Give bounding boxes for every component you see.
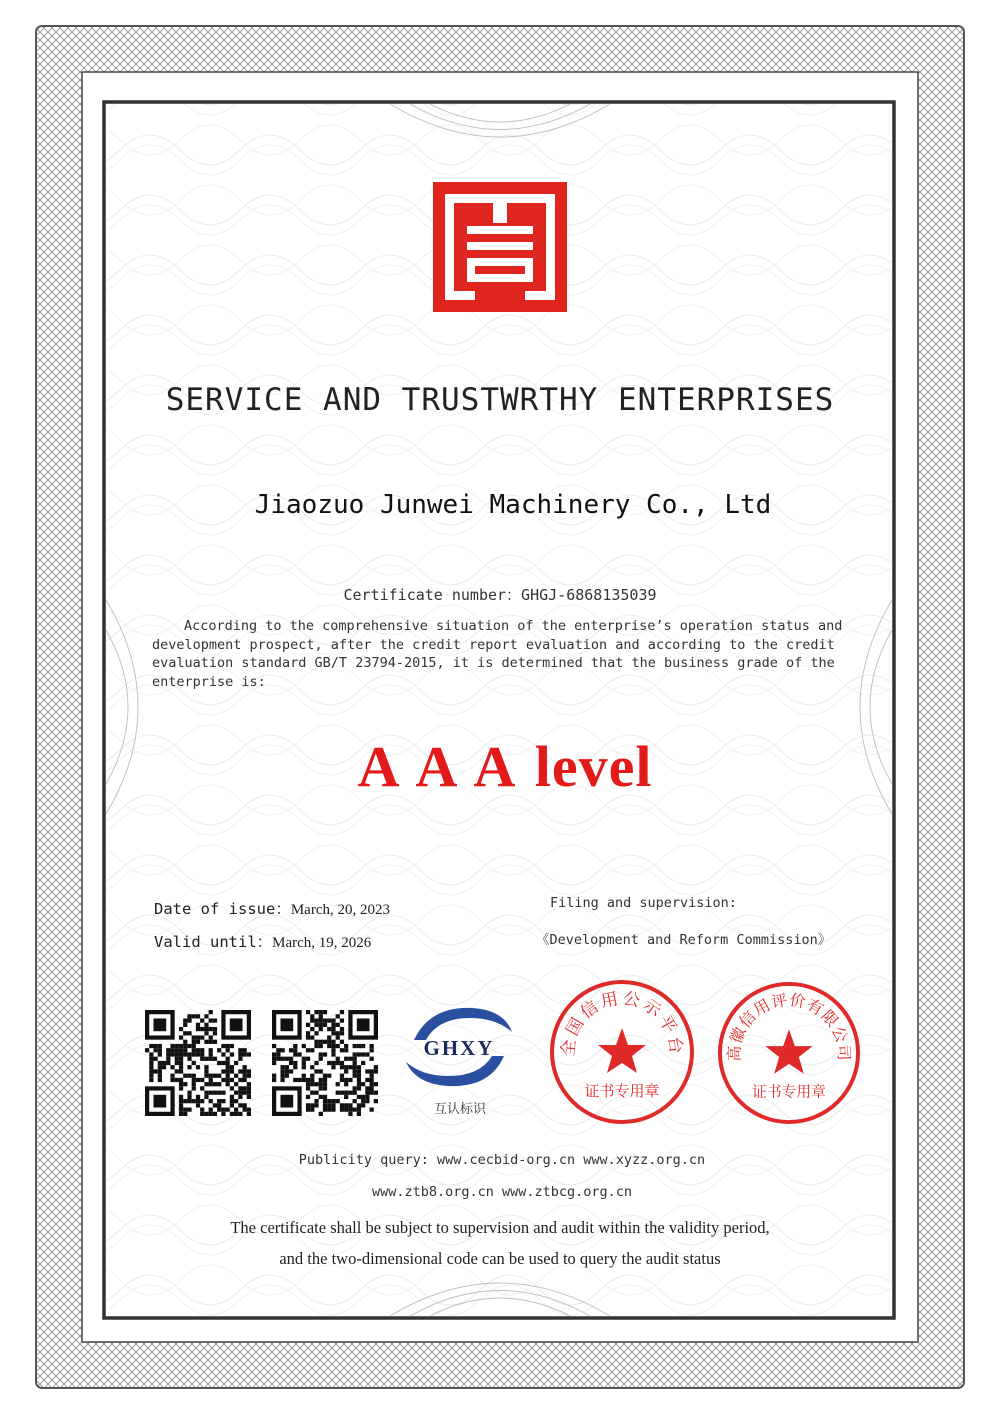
valid-until-date: March, 19, 2026	[272, 935, 372, 951]
filing-label: Filing and supervision:	[550, 895, 737, 911]
assessment-paragraph	[152, 617, 852, 691]
xin-character-emblem-icon	[433, 182, 567, 312]
notice-line: The certificate shall be subject to supervision and audit within the validity period,	[230, 1218, 770, 1237]
certificate-number-line	[0, 584, 1000, 605]
red-star-seal-icon	[716, 980, 862, 1126]
seal-bottom-text: 证书专用章	[584, 1082, 660, 1100]
publicity-query: Publicity query: www.cecbid-org.cn www.xyzz.org.cn	[298, 1152, 706, 1168]
publicity-urls: www.ztb8.org.cn www.ztbcg.org.cn	[371, 1184, 633, 1200]
qr-code-icon[interactable]	[145, 1010, 251, 1116]
certificate-number: GHGJ-6868135039	[521, 586, 657, 604]
ghxy-logo-text: GHXY	[423, 1036, 495, 1060]
qr-code-icon[interactable]	[272, 1010, 378, 1116]
issue-date-label: Date of issue：	[154, 900, 291, 918]
paragraph-line: enterprise is:	[152, 673, 266, 690]
company-name: Jiaozuo Junwei Machinery Co., Ltd	[254, 490, 772, 520]
paragraph-line: development prospect, after the credit report evaluation and according to the credit	[152, 636, 835, 653]
seal-bottom-text: 证书专用章	[752, 1083, 826, 1101]
ghxy-logo-caption: 互认标识	[433, 1102, 486, 1117]
seal-arc-text: 高徽信用评价有限公司	[724, 990, 854, 1062]
notice-line: and the two-dimensional code can be used to query the audit status	[279, 1249, 721, 1268]
certificate-number-label: Certificate number：	[343, 586, 522, 604]
red-star-seal-icon	[548, 978, 696, 1126]
valid-until-line	[154, 930, 371, 952]
seal-arc-text: 全国信用公示平台	[558, 988, 686, 1058]
issue-date: March, 20, 2023	[290, 902, 390, 918]
valid-until-label: Valid until：	[154, 933, 273, 951]
issue-date-line	[154, 897, 390, 919]
ghxy-logo-icon	[400, 1002, 518, 1092]
credit-level: A A A level	[357, 734, 653, 799]
certificate-title: SERVICE AND TRUSTWRTHY ENTERPRISES	[165, 382, 835, 418]
paragraph-line: According to the comprehensive situation of the enterprise’s operation status and	[184, 618, 843, 634]
commission-name: 《Development and Reform Commission》	[536, 932, 832, 948]
paragraph-line: evaluation standard GB/T 23794-2015, it is determined that the business grade of the	[152, 655, 835, 672]
